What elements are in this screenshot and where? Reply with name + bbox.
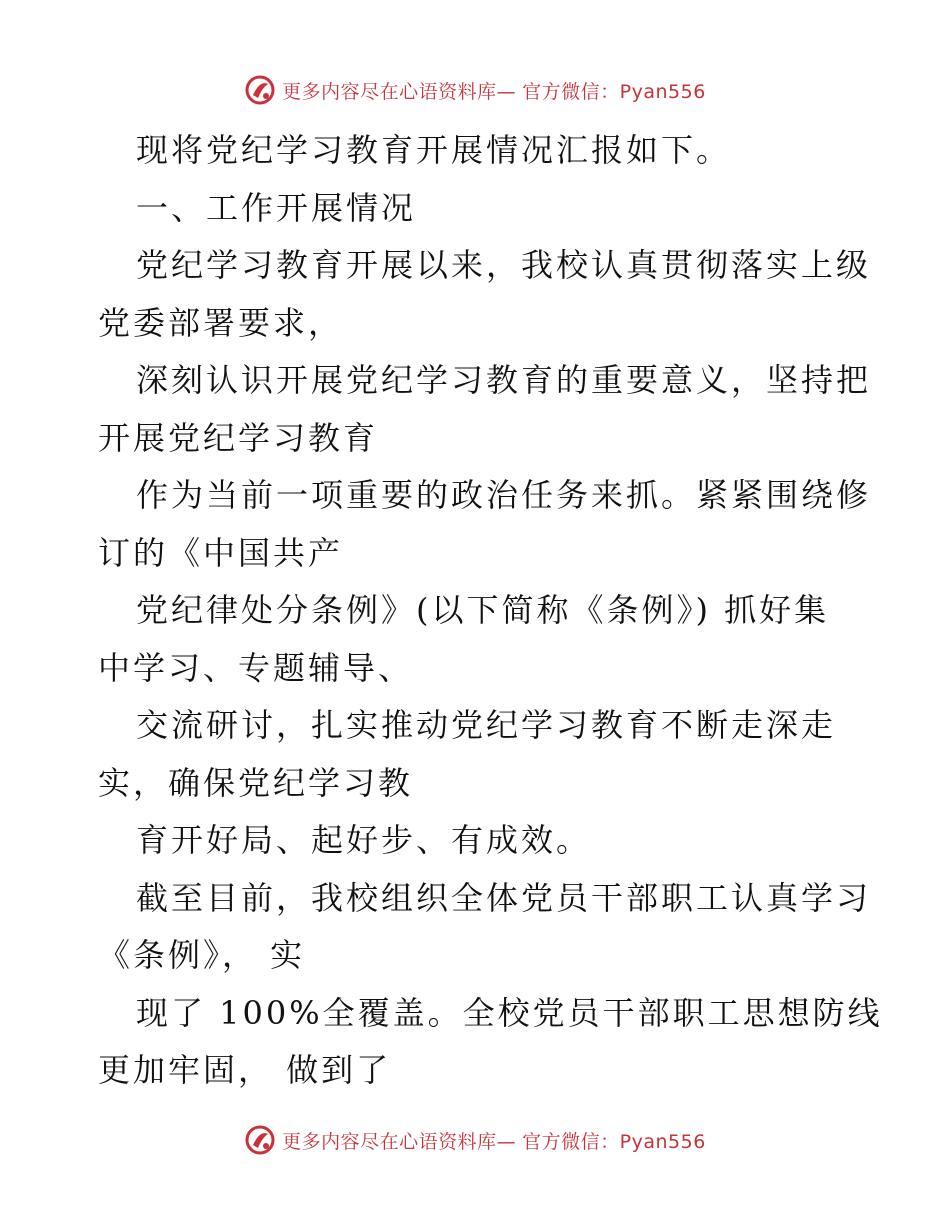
footer-banner — [0, 1120, 950, 1160]
body-line: 作为当前一项重要的政治任务来抓。紧紧围绕修 — [136, 476, 872, 514]
footer-banner-text: 更多内容尽在心语资料库— — [282, 1130, 517, 1153]
section-heading: 一、工作开展情况 — [136, 188, 417, 227]
body-line: 更加牢固， 做到了 — [98, 1051, 392, 1089]
header-banner-inner — [244, 74, 706, 106]
body-line: 党纪律处分条例》(以下简称《条例》) 抓好集 — [136, 591, 830, 629]
body-line: 《条例》， 实 — [98, 936, 306, 974]
body-line: 现了 100%全覆盖。全校党员干部职工思想防线 — [136, 993, 883, 1032]
header-banner — [0, 70, 950, 110]
footer-banner-contact: 官方微信：Pyan556 — [522, 1130, 706, 1153]
body-line: 中学习、专题辅导、 — [98, 648, 414, 687]
seal-logo-icon — [244, 74, 276, 106]
body-line: 订的《中国共产 — [98, 533, 344, 572]
header-banner-contact: 官方微信：Pyan556 — [522, 80, 706, 103]
body-line: 现将党纪学习教育开展情况汇报如下。 — [136, 131, 732, 169]
body-line: 截至目前，我校组织全体党员干部职工认真学习 — [136, 878, 872, 917]
document-body — [98, 122, 883, 1100]
body-line: 实，确保党纪学习教 — [98, 763, 414, 802]
body-line: 深刻认识开展党纪学习教育的重要意义，坚持把 — [136, 361, 872, 399]
seal-logo-icon — [244, 1124, 276, 1156]
body-line: 交流研讨，扎实推动党纪学习教育不断走深走 — [136, 706, 837, 744]
header-banner-text: 更多内容尽在心语资料库— — [282, 80, 517, 103]
footer-banner-inner — [244, 1124, 706, 1156]
body-line: 党纪学习教育开展以来，我校认真贯彻落实上级 — [136, 246, 872, 284]
body-line: 开展党纪学习教育 — [98, 418, 379, 457]
body-line: 育开好局、起好步、有成效。 — [136, 821, 592, 859]
body-line: 党委部署要求， — [98, 303, 344, 342]
